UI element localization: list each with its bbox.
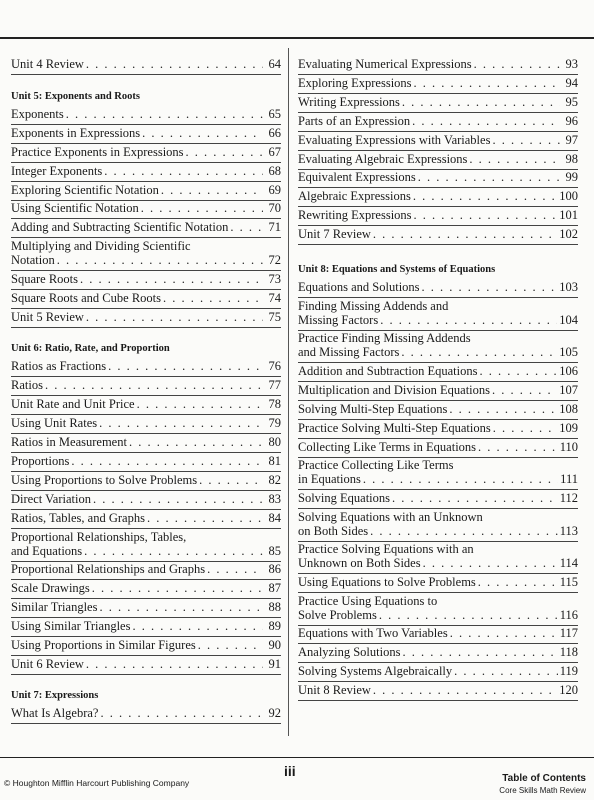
entry-page-number: 74: [268, 290, 281, 305]
dot-leader: [199, 473, 263, 488]
entry-page-number: 73: [268, 271, 281, 286]
dot-leader: [129, 435, 263, 450]
entry-page-number: 71: [268, 220, 281, 235]
dot-leader: [84, 544, 263, 559]
dot-leader: [186, 145, 263, 160]
dot-leader: [373, 683, 557, 698]
toc-entry: [298, 227, 578, 245]
toc-entry: [11, 378, 281, 396]
dot-leader: [99, 600, 263, 615]
toc-entry: [298, 626, 578, 644]
entry-page-number: 68: [268, 163, 281, 178]
dot-leader: [469, 152, 560, 167]
entry-page-number: 102: [559, 227, 578, 242]
entry-page-number: 96: [565, 113, 578, 128]
entry-page-number: 107: [559, 382, 578, 397]
entry-page-number: 97: [565, 132, 578, 147]
dot-leader: [86, 57, 263, 72]
toc-entry: [11, 126, 281, 144]
entry-title-continued: and Missing Factors: [298, 345, 400, 360]
entry-page-number: 81: [268, 453, 281, 468]
toc-entry: [298, 594, 578, 626]
entry-title-continued: and Equations: [11, 543, 83, 558]
dot-leader: [57, 253, 263, 268]
entry-page-number: 99: [565, 170, 578, 185]
copyright-notice: © Houghton Mifflin Harcourt Publishing Company: [4, 778, 190, 788]
entry-page-number: 69: [268, 182, 281, 197]
dot-leader: [412, 114, 560, 129]
entry-title: Equations and Solutions: [298, 280, 420, 294]
dot-leader: [142, 126, 263, 141]
toc-entry: [11, 272, 281, 290]
toc-entry: [11, 473, 281, 491]
dot-leader: [478, 440, 558, 455]
toc-entry: [298, 189, 578, 207]
entry-title: Square Roots: [11, 271, 79, 286]
entry-page-number: 72: [268, 253, 281, 268]
entry-title: Scale Drawings: [11, 580, 90, 595]
toc-entry: [298, 440, 578, 458]
entry-title-continued: Missing Factors: [298, 312, 379, 327]
dot-leader: [422, 280, 558, 295]
toc-entry: [11, 107, 281, 125]
toc-entry: [298, 331, 578, 363]
entry-title: Solving Equations: [298, 490, 391, 505]
dot-leader: [71, 454, 263, 469]
toc-entry: [298, 402, 578, 420]
entry-page-number: 75: [268, 309, 281, 324]
dot-leader: [363, 472, 558, 487]
entry-page-number: 87: [268, 580, 281, 595]
entry-title: Unit Rate and Unit Price: [11, 397, 135, 412]
toc-entry: [11, 359, 281, 377]
dot-leader: [137, 397, 263, 412]
entry-page-number: 110: [559, 439, 578, 454]
dot-leader: [198, 638, 263, 653]
entry-title: Direct Variation: [11, 491, 91, 506]
entry-title: Ratios: [11, 378, 43, 393]
toc-entry: [298, 458, 578, 490]
entry-title: Collecting Like Terms in Equations: [298, 439, 477, 454]
section-title: Table of Contents: [502, 773, 586, 784]
entry-page-number: 114: [559, 556, 578, 571]
entry-page-number: 118: [559, 645, 578, 660]
toc-entry: [11, 657, 281, 675]
entry-page-number: 94: [565, 75, 578, 90]
entry-title: Analyzing Solutions: [298, 645, 401, 660]
toc-entry: [11, 220, 281, 238]
entry-title: Finding Missing Addends and: [298, 298, 449, 313]
unit-heading: Unit 5: Exponents and Roots: [11, 90, 140, 102]
top-rule: [0, 37, 594, 39]
toc-entry: [298, 542, 578, 574]
entry-title: Unit 6 Review: [11, 656, 84, 671]
entry-title: Using Unit Rates: [11, 416, 98, 431]
entry-page-number: 79: [268, 416, 281, 431]
toc-entry: [11, 201, 281, 219]
entry-page-number: 85: [268, 543, 281, 558]
entry-title: Practice Solving Equations with an: [298, 542, 474, 557]
entry-page-number: 65: [268, 106, 281, 121]
entry-page-number: 101: [559, 208, 578, 223]
entry-title: Rewriting Expressions: [298, 208, 412, 223]
toc-entry: [11, 291, 281, 309]
entry-title: Unit 7 Review: [298, 227, 371, 242]
entry-title: Practice Using Equations to: [298, 593, 438, 608]
entry-title: Practice Finding Missing Addends: [298, 331, 471, 346]
entry-page-number: 117: [559, 626, 578, 641]
toc-entry: [11, 619, 281, 637]
entry-title: Using Equations to Solve Problems: [298, 574, 476, 589]
toc-entry: [298, 95, 578, 113]
entry-page-number: 120: [559, 682, 578, 697]
entry-page-number: 111: [560, 472, 578, 487]
dot-leader: [392, 491, 558, 506]
unit-heading: Unit 8: Equations and Systems of Equations: [298, 264, 496, 275]
dot-leader: [454, 664, 558, 679]
toc-entry: [298, 133, 578, 151]
entry-title: Proportional Relationships, Tables,: [11, 529, 187, 544]
entry-page-number: 84: [268, 510, 281, 525]
entry-page-number: 100: [559, 189, 578, 204]
dot-leader: [100, 706, 263, 721]
toc-entry: [11, 638, 281, 656]
dot-leader: [478, 575, 558, 590]
dot-leader: [92, 581, 263, 596]
toc-entry: [11, 183, 281, 201]
toc-entry: [11, 310, 281, 328]
toc-entry: [11, 239, 281, 271]
entry-page-number: 109: [559, 420, 578, 435]
toc-entry: [298, 152, 578, 170]
dot-leader: [492, 383, 557, 398]
dot-leader: [141, 201, 263, 216]
entry-title: Exponents: [11, 106, 64, 121]
entry-page-number: 115: [559, 574, 578, 589]
entry-title: Unit 5 Review: [11, 309, 84, 324]
toc-entry: [298, 208, 578, 226]
entry-title: Adding and Subtracting Scientific Notation: [11, 220, 229, 235]
entry-page-number: 78: [268, 397, 281, 412]
entry-page-number: 119: [559, 664, 578, 678]
entry-title: Evaluating Expressions with Variables: [298, 132, 491, 147]
entry-title: Using Scientific Notation: [11, 201, 139, 216]
entry-title: Evaluating Numerical Expressions: [298, 57, 472, 71]
entry-title: Square Roots and Cube Roots: [11, 290, 161, 305]
toc-entry: [11, 416, 281, 434]
dot-leader: [401, 345, 557, 360]
dot-leader: [492, 133, 560, 148]
entry-page-number: 67: [268, 144, 281, 159]
dot-leader: [86, 657, 263, 672]
entry-title: What Is Algebra?: [11, 706, 99, 721]
toc-entry: [298, 575, 578, 593]
entry-title: Proportions: [11, 453, 70, 468]
dot-leader: [147, 511, 263, 526]
toc-entry: [11, 454, 281, 472]
dot-leader: [423, 556, 558, 571]
entry-title: Parts of an Expression: [298, 113, 411, 128]
entry-page-number: 116: [559, 607, 578, 622]
entry-title: Evaluating Algebraic Expressions: [298, 151, 468, 166]
toc-entry: [11, 600, 281, 618]
entry-title: Integer Exponents: [11, 163, 103, 178]
dot-leader: [414, 208, 558, 223]
entry-title: Using Proportions in Similar Figures: [11, 637, 196, 652]
dot-leader: [414, 76, 560, 91]
toc-entry: [11, 57, 281, 75]
entry-page-number: 112: [559, 490, 578, 505]
dot-leader: [86, 310, 263, 325]
entry-page-number: 89: [268, 618, 281, 633]
entry-title: Using Proportions to Solve Problems: [11, 472, 198, 487]
entry-title: Similar Triangles: [11, 599, 98, 614]
entry-page-number: 108: [559, 401, 578, 416]
entry-title: Exponents in Expressions: [11, 125, 141, 140]
entry-page-number: 93: [565, 57, 578, 71]
dot-leader: [450, 626, 558, 641]
dot-leader: [161, 183, 263, 198]
toc-entry: [298, 280, 578, 298]
toc-entry: [11, 511, 281, 529]
dot-leader: [373, 227, 557, 242]
entry-page-number: 105: [559, 345, 578, 360]
toc-entry: [298, 645, 578, 663]
dot-leader: [45, 378, 263, 393]
dot-leader: [99, 416, 263, 431]
toc-entry: [298, 421, 578, 439]
dot-leader: [474, 57, 560, 72]
toc-entry: [298, 683, 578, 701]
toc-entry: [298, 114, 578, 132]
dot-leader: [132, 619, 263, 634]
entry-title: Solving Systems Algebraically: [298, 664, 453, 678]
entry-title: Exploring Scientific Notation: [11, 182, 159, 197]
entry-title-continued: in Equations: [298, 472, 361, 487]
entry-page-number: 88: [268, 599, 281, 614]
dot-leader: [379, 608, 558, 623]
toc-entry: [11, 562, 281, 580]
toc-entry: [298, 383, 578, 401]
entry-page-number: 70: [268, 201, 281, 216]
page-number: iii: [284, 763, 296, 779]
entry-page-number: 95: [565, 94, 578, 109]
entry-title: Using Similar Triangles: [11, 618, 131, 633]
dot-leader: [480, 364, 558, 379]
entry-title: Solving Equations with an Unknown: [298, 509, 483, 524]
entry-page-number: 82: [268, 472, 281, 487]
entry-title: Addition and Subtraction Equations: [298, 363, 478, 378]
toc-entry: [11, 435, 281, 453]
dot-leader: [418, 170, 560, 185]
dot-leader: [207, 562, 263, 577]
entry-title-continued: Solve Problems: [298, 607, 377, 622]
entry-page-number: 98: [565, 151, 578, 166]
entry-title: Solving Multi-Step Equations: [298, 401, 448, 416]
toc-entry: [11, 706, 281, 724]
entry-title-continued: Notation: [11, 253, 55, 268]
dot-leader: [413, 189, 557, 204]
dot-leader: [402, 95, 560, 110]
unit-heading: Unit 6: Ratio, Rate, and Proportion: [11, 343, 170, 355]
entry-title: Exploring Expressions: [298, 75, 412, 90]
dot-leader: [104, 164, 263, 179]
toc-entry: [298, 364, 578, 382]
entry-title: Unit 4 Review: [11, 57, 84, 71]
entry-page-number: 86: [268, 562, 281, 576]
entry-title: Practice Collecting Like Terms: [298, 458, 454, 473]
entry-page-number: 113: [559, 523, 578, 538]
dot-leader: [80, 272, 263, 287]
entry-title-continued: Unknown on Both Sides: [298, 556, 421, 571]
entry-page-number: 103: [559, 280, 578, 294]
entry-page-number: 66: [268, 125, 281, 140]
toc-entry: [298, 57, 578, 75]
entry-title: Equivalent Expressions: [298, 170, 416, 185]
toc-entry: [11, 397, 281, 415]
entry-title: Practice Solving Multi-Step Equations: [298, 420, 491, 435]
entry-page-number: 83: [268, 491, 281, 506]
entry-page-number: 76: [268, 359, 281, 374]
dot-leader: [449, 402, 557, 417]
entry-title: Writing Expressions: [298, 94, 400, 109]
entry-page-number: 77: [268, 378, 281, 393]
dot-leader: [230, 220, 263, 235]
book-title: Core Skills Math Review: [499, 786, 586, 795]
entry-page-number: 92: [268, 706, 281, 721]
toc-entry: [11, 145, 281, 163]
entry-title: Unit 8 Review: [298, 682, 371, 697]
toc-entry: [298, 491, 578, 509]
toc-entry: [298, 664, 578, 682]
dot-leader: [380, 313, 557, 328]
toc-entry: [298, 299, 578, 331]
entry-title: Proportional Relationships and Graphs: [11, 562, 206, 576]
toc-entry: [11, 164, 281, 182]
entry-title: Algebraic Expressions: [298, 189, 411, 204]
toc-entry: [11, 492, 281, 510]
toc-entry: [298, 510, 578, 542]
entry-page-number: 91: [268, 656, 281, 671]
toc-entry: [298, 76, 578, 94]
column-divider: [288, 48, 289, 736]
entry-title-continued: on Both Sides: [298, 523, 369, 538]
dot-leader: [163, 291, 263, 306]
entry-page-number: 106: [559, 363, 578, 378]
entry-page-number: 80: [268, 435, 281, 449]
entry-page-number: 104: [559, 312, 578, 327]
entry-title: Ratios in Measurement: [11, 435, 127, 449]
entry-title: Multiplying and Dividing Scientific: [11, 239, 191, 254]
dot-leader: [66, 107, 263, 122]
toc-entry: [11, 530, 281, 562]
dot-leader: [108, 359, 263, 374]
unit-heading: Unit 7: Expressions: [11, 690, 99, 702]
entry-title: Ratios as Fractions: [11, 359, 107, 374]
dot-leader: [93, 492, 263, 507]
entry-page-number: 90: [268, 637, 281, 652]
toc-entry: [298, 170, 578, 188]
entry-page-number: 64: [268, 57, 281, 71]
dot-leader: [493, 421, 558, 436]
dot-leader: [402, 645, 557, 660]
bottom-rule: [0, 757, 594, 758]
dot-leader: [370, 524, 558, 539]
entry-title: Multiplication and Division Equations: [298, 382, 490, 397]
toc-entry: [11, 581, 281, 599]
entry-title: Practice Exponents in Expressions: [11, 144, 184, 159]
entry-title: Equations with Two Variables: [298, 626, 448, 641]
entry-title: Ratios, Tables, and Graphs: [11, 510, 145, 525]
